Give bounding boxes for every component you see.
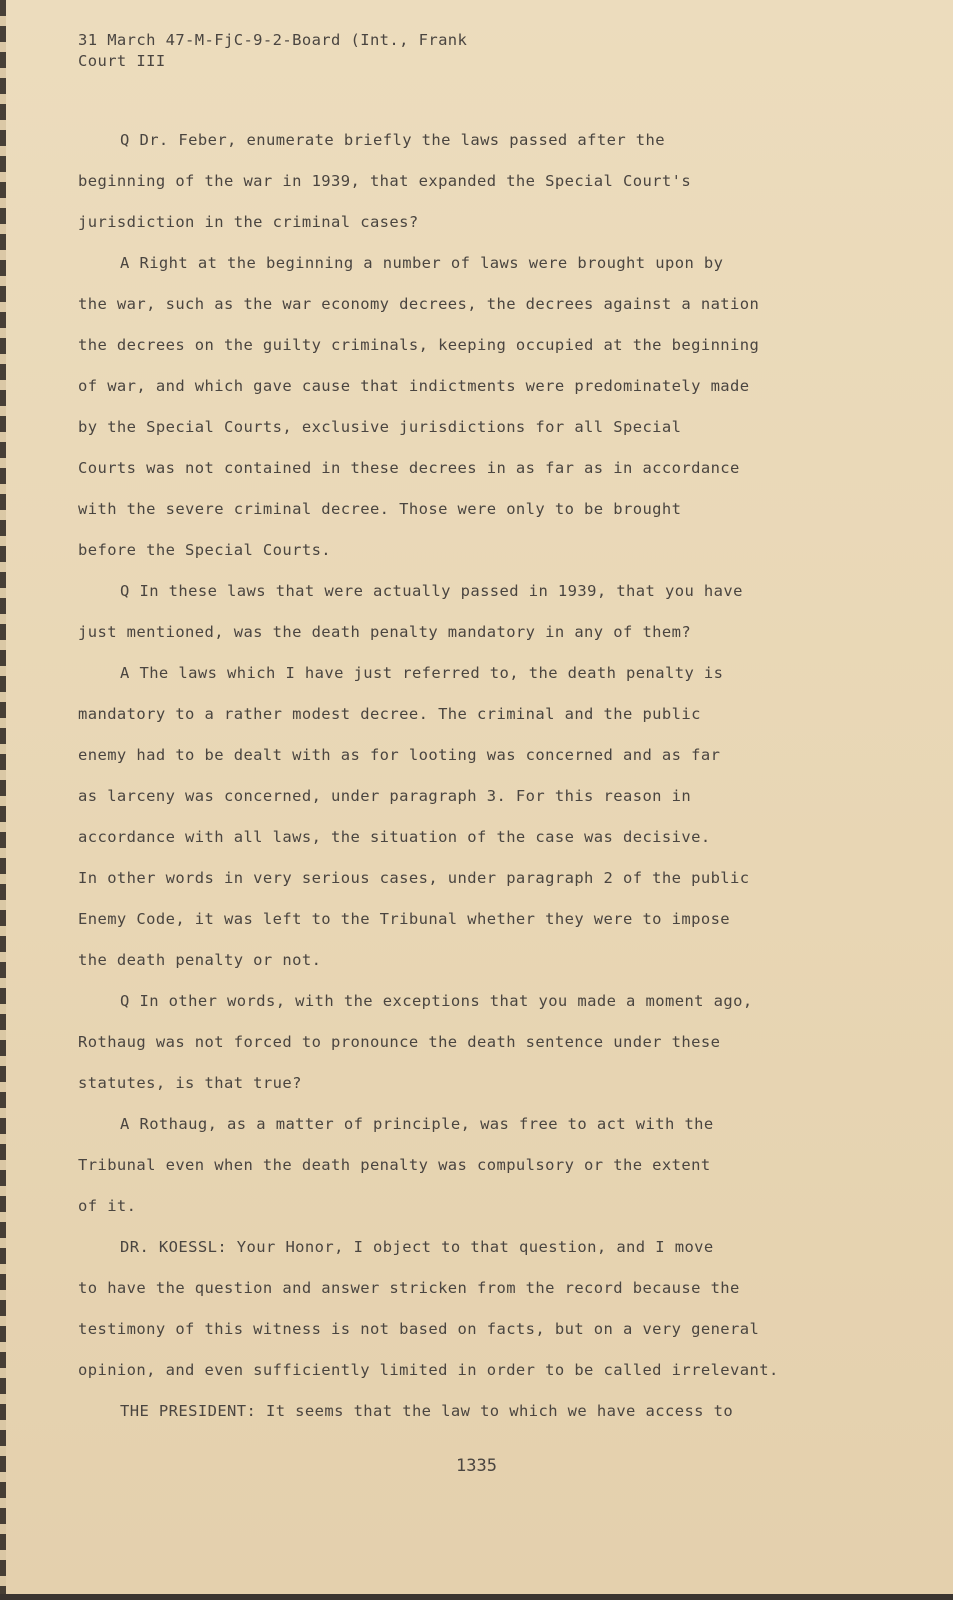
text-line: Enemy Code, it was left to the Tribunal whether they were to impose [78,910,731,928]
text-line: of war, and which gave cause that indictments were predominately made [78,377,750,395]
question-line: Q Dr. Feber, enumerate briefly the laws passed after the [120,131,665,149]
text-line: jurisdiction in the criminal cases? [78,213,419,231]
text-line: the death penalty or not. [78,951,322,969]
text-line: accordance with all laws, the situation of the case was decisive. [78,828,711,846]
text-line: to have the question and answer stricken from the record because the [78,1279,740,1297]
objection-line: DR. KOESSL: Your Honor, I object to that question, and I move [120,1238,714,1256]
question-line: Q In these laws that were actually passed in 1939, that you have [120,582,743,600]
president-line: THE PRESIDENT: It seems that the law to which we have access to [120,1402,734,1420]
binding-edge [0,0,6,1600]
transcript-text [78,30,908,1432]
text-line: the decrees on the guilty criminals, keeping occupied at the beginning [78,336,760,354]
page-number: 1335 [456,1456,497,1476]
text-line: Tribunal even when the death penalty was compulsory or the extent [78,1156,711,1174]
text-line: Rothaug was not forced to pronounce the death sentence under these [78,1033,721,1051]
answer-line: A The laws which I have just referred to, the death penalty is [120,664,724,682]
text-line: before the Special Courts. [78,541,332,559]
text-line: with the severe criminal decree. Those were only to be brought [78,500,682,518]
text-line: just mentioned, was the death penalty mandatory in any of them? [78,623,692,641]
text-line: Courts was not contained in these decrees in as far as in accordance [78,459,740,477]
text-line: of it. [78,1197,137,1215]
question-line: Q In other words, with the exceptions that you made a moment ago, [120,992,753,1010]
text-line: beginning of the war in 1939, that expanded the Special Court's [78,172,692,190]
text-line: enemy had to be dealt with as for looting was concerned and as far [78,746,721,764]
header-spacer [78,72,908,120]
text-line: opinion, and even sufficiently limited in order to be called irrelevant. [78,1361,779,1379]
text-line: In other words in very serious cases, under paragraph 2 of the public [78,869,750,887]
header-line-1: 31 March 47-M-FjC-9-2-Board (Int., Frank [78,31,468,49]
text-line: by the Special Courts, exclusive jurisdictions for all Special [78,418,682,436]
text-line: statutes, is that true? [78,1074,302,1092]
text-line: as larceny was concerned, under paragraph 3. For this reason in [78,787,692,805]
header-line-2: Court III [78,52,166,70]
answer-line: A Rothaug, as a matter of principle, was free to act with the [120,1115,714,1133]
text-line: the war, such as the war economy decrees, the decrees against a nation [78,295,760,313]
answer-line: A Right at the beginning a number of laws were brought upon by [120,254,724,272]
text-line: mandatory to a rather modest decree. The criminal and the public [78,705,701,723]
text-line: testimony of this witness is not based on facts, but on a very general [78,1320,760,1338]
bottom-edge [0,1594,953,1600]
